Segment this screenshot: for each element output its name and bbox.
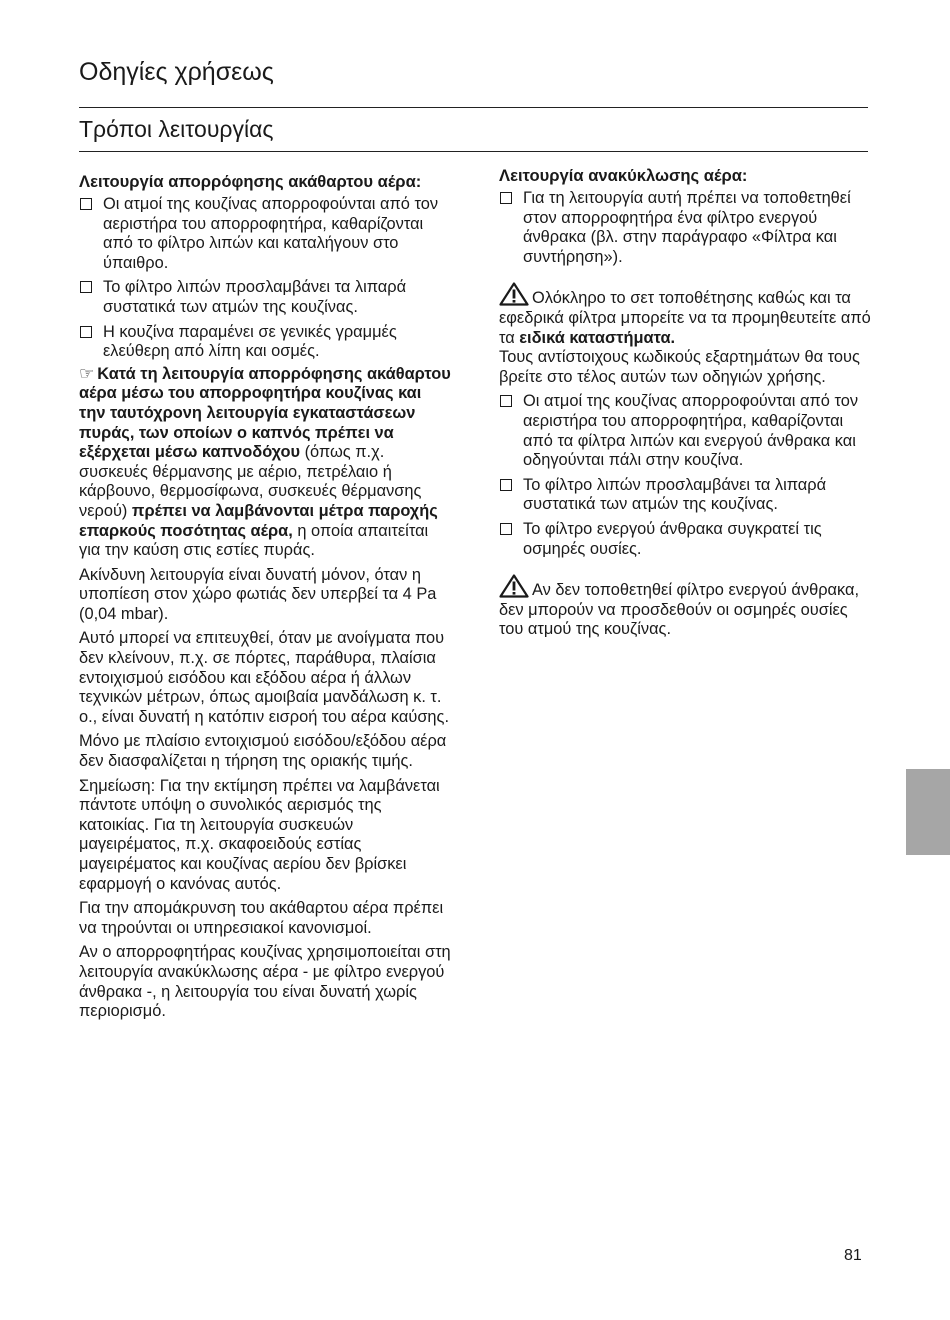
list-item [79, 195, 451, 273]
list-item [499, 476, 871, 515]
list-item-text: Η κουζίνα παραμένει σε γενικές γραμμές ελεύθερη από λίπη και οσμές. [103, 322, 397, 361]
chapter-tab [906, 769, 950, 855]
warning-triangle-icon [499, 282, 529, 306]
warning-text: Αν δεν τοποθετηθεί φίλτρο ενεργού άνθρακα, δεν μπορούν να προσδεθούν οι οσμηρές ουσίες του ατμού της κουζίνας. [499, 581, 860, 639]
checkbox-square-icon [500, 523, 512, 535]
warning-note [499, 282, 871, 387]
checkbox-square-icon [80, 281, 92, 293]
list-item [79, 278, 451, 317]
checkbox-square-icon [80, 198, 92, 210]
paragraph: Αυτό μπορεί να επιτευχθεί, όταν με ανοίγματα που δεν κλείνουν, π.χ. σε πόρτες, παράθυρα, πλαίσια εντοιχισμού εισόδου και εξόδου αέρα ή άλλων τεχνικών μέτρων, όπως αμοιβαία μανδάλωση κ. τ. ο., είναι δυνατή η κατόπιν εισροή του αέρα καύσης. [79, 629, 449, 726]
paragraph: Για την απομάκρυνση του ακάθαρτου αέρα πρέπει να τηρούνται οι υπηρεσιακοί κανονισμοί. [79, 899, 444, 937]
paragraph: Μόνο με πλαίσιο εντοιχισμού εισόδου/εξόδου αέρα δεν διασφαλίζεται η τήρηση της οριακής τιμής. [79, 732, 447, 771]
header-rule-bottom [79, 151, 868, 152]
warning-triangle-icon [499, 574, 529, 598]
header-rule-top [79, 107, 868, 108]
page-title: Οδηγίες χρήσεως [79, 58, 274, 86]
warning-text: Ολόκληρο το σετ τοποθέτησης καθώς και τα εφεδρικά φίλτρα μπορείτε να τα προμηθευτείτε από τα [499, 289, 871, 347]
note-bold-2: πρέπει να λαμβάνονται μέτρα παροχής επαρκούς ποσότητας αέρα, [79, 501, 438, 540]
list-item [499, 189, 871, 267]
checkbox-square-icon [80, 326, 92, 338]
note-text-2: η οποία απαιτείται για την καύση στις εστίες πυράς. [79, 521, 429, 560]
page-number: 81 [844, 1247, 862, 1264]
list-item [499, 392, 871, 470]
note-bold-1: Κατά τη λειτουργία απορρόφησης ακάθαρτου αέρα μέσω του απορροφητήρα κουζίνας και την ταυτόχρονη λειτουργία εγκαταστάσεων πυράς, των οποίων ο καπνός πρέπει να εξέρχεται μέσω καπνοδόχου [79, 364, 451, 462]
paragraph: Σημείωση: Για την εκτίμηση πρέπει να λαμβάνεται πάντοτε υπόψη ο συνολικός αερισμός της κατοικίας. Για τη λειτουργία συσκευών μαγειρέματος, π.χ. σκαφοειδούς εστίας μαγειρέματος και κουζίνας αερίου δεν βρίσκει εφαρμογή ο κανόνας αυτός. [79, 776, 440, 893]
checkbox-square-icon [500, 395, 512, 407]
right-column [499, 166, 871, 645]
list-item-text: Το φίλτρο λιπών προσλαμβάνει τα λιπαρά συστατικά των ατμών της κουζίνας. [523, 475, 827, 514]
warning-text-2: Τους αντίστοιχους κωδικούς εξαρτημάτων θα τους βρείτε στο τέλος αυτών των οδηγιών χρήσης. [499, 348, 860, 386]
list-item-text: Οι ατμοί της κουζίνας απορροφούνται από τον αεριστήρα του απορροφητήρα, καθαρίζονται από τα φίλτρα λιπών και ενεργού άνθρακα και οδηγούνται πάλι στην κουζίνα. [523, 392, 859, 470]
paragraph: Αν ο απορροφητήρας κουζίνας χρησιμοποιείται στη λειτουργία ανακύκλωσης αέρα - με φίλτρο ενεργού άνθρακα -, η λειτουργία του είναι δυνατή χωρίς περιορισμό. [79, 943, 451, 1021]
note-text-1: (όπως π.χ. συσκευές θέρμανσης με αέριο, πετρέλαιο ή κάρβουνο, θερμοσίφωνα, συσκευές θέρμανσης νερού) [79, 443, 422, 520]
section-title: Τρόποι λειτουργίας [79, 116, 274, 142]
right-heading: Λειτουργία ανακύκλωσης αέρα: [499, 166, 748, 185]
list-item-text: Το φίλτρο ενεργού άνθρακα συγκρατεί τις οσμηρές ουσίες. [523, 519, 822, 558]
paragraph: Ακίνδυνη λειτουργία είναι δυνατή μόνον, όταν η υποπίεση στον χώρο φωτιάς δεν υπερβεί τα 4 Pa (0,04 mbar). [79, 565, 437, 623]
list-item [499, 520, 871, 559]
list-item-text: Για τη λειτουργία αυτή πρέπει να τοποθετηθεί στον απορροφητήρα ένα φίλτρο ενεργού άνθρακα (βλ. στην παράγραφο «Φίλτρα και συντήρηση»). [523, 189, 851, 266]
checkbox-square-icon [500, 192, 512, 204]
safety-note [79, 364, 451, 561]
pointing-hand-icon: ☞ [79, 363, 95, 383]
left-column [79, 172, 451, 1027]
left-heading: Λειτουργία απορρόφησης ακάθαρτου αέρα: [79, 172, 422, 191]
list-item-text: Το φίλτρο λιπών προσλαμβάνει τα λιπαρά συστατικά των ατμών της κουζίνας. [103, 278, 407, 316]
warning-bold: ειδικά καταστήματα. [519, 328, 676, 347]
list-item [79, 323, 451, 362]
checkbox-square-icon [500, 479, 512, 491]
warning-note [499, 574, 871, 640]
list-item-text: Οι ατμοί της κουζίνας απορροφούνται από τον αεριστήρα του απορροφητήρα, καθαρίζονται από το φίλτρο λιπών και καταλήγουν στο ύπαιθρο. [103, 195, 439, 272]
